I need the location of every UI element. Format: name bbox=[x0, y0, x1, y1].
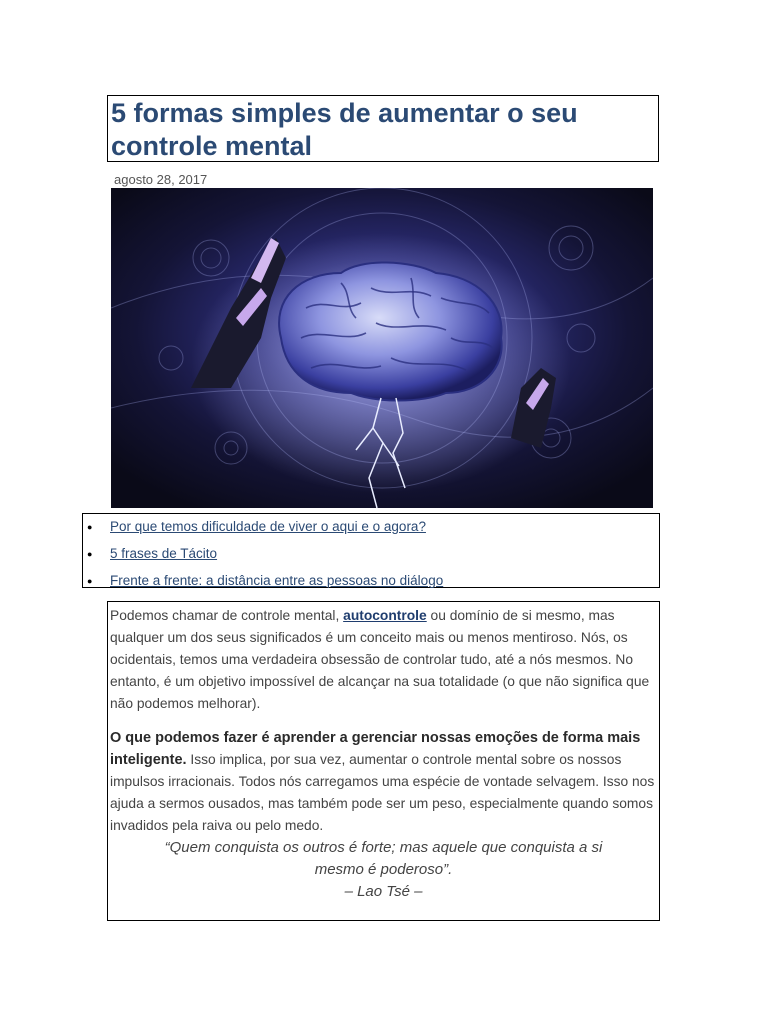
related-link-2[interactable]: 5 frases de Tácito bbox=[110, 546, 218, 561]
paragraph-1 bbox=[110, 605, 657, 715]
bullet-icon: ● bbox=[87, 522, 93, 532]
article-title: 5 formas simples de aumentar o seu controle mental bbox=[111, 98, 578, 161]
paragraph-2-bold: O que podemos fazer é aprender a gerenciar nossas emoções de forma mais inteligente. bbox=[110, 730, 641, 768]
list-item bbox=[83, 568, 659, 595]
brain-illustration bbox=[111, 188, 653, 508]
quote bbox=[110, 837, 657, 903]
paragraph-1-text-b: ou domínio de si mesmo, mas qualquer um dos seus significados é um conceito mais ou menos mentiroso. Nós, os ocidentais, temos uma verdadeira obsessão de controlar tudo, até a nós mesmos. No entanto, é um objetivo impossível de alcançar na sua totalidade (o que não significa que não podemos melhorar). bbox=[110, 608, 650, 711]
quote-author: – Lao Tsé – bbox=[344, 883, 423, 900]
title-box bbox=[107, 95, 659, 162]
paragraph-2 bbox=[110, 727, 657, 837]
bullet-icon: ● bbox=[87, 549, 93, 559]
related-links-box bbox=[82, 513, 660, 588]
quote-line-2: mesmo é poderoso”. bbox=[314, 861, 453, 878]
related-link-1[interactable]: Por que temos dificuldade de viver o aqui e o agora? bbox=[110, 519, 426, 534]
related-links-list bbox=[83, 514, 659, 595]
paragraph-2-text: Isso implica, por sua vez, aumentar o controle mental sobre os nossos impulsos irracionais. Todos nós carregamos uma espécie de vontade selvagem. Isso nos ajuda a sermos ousados, mas também pode ser um peso, especialmente quando somos invadidos pela raiva ou pelo medo. bbox=[110, 752, 655, 833]
quote-line-1: “Quem conquista os outros é forte; mas aquele que conquista a si bbox=[164, 839, 603, 856]
article-body bbox=[107, 601, 660, 921]
bullet-icon: ● bbox=[87, 576, 93, 586]
paragraph-1-text-a: Podemos chamar de controle mental, bbox=[110, 608, 344, 623]
autocontrole-link[interactable]: autocontrole bbox=[343, 608, 427, 623]
related-link-3[interactable]: Frente a frente: a distância entre as pessoas no diálogo bbox=[110, 573, 444, 588]
article-date: agosto 28, 2017 bbox=[114, 172, 208, 187]
list-item bbox=[83, 541, 659, 568]
list-item bbox=[83, 514, 659, 541]
